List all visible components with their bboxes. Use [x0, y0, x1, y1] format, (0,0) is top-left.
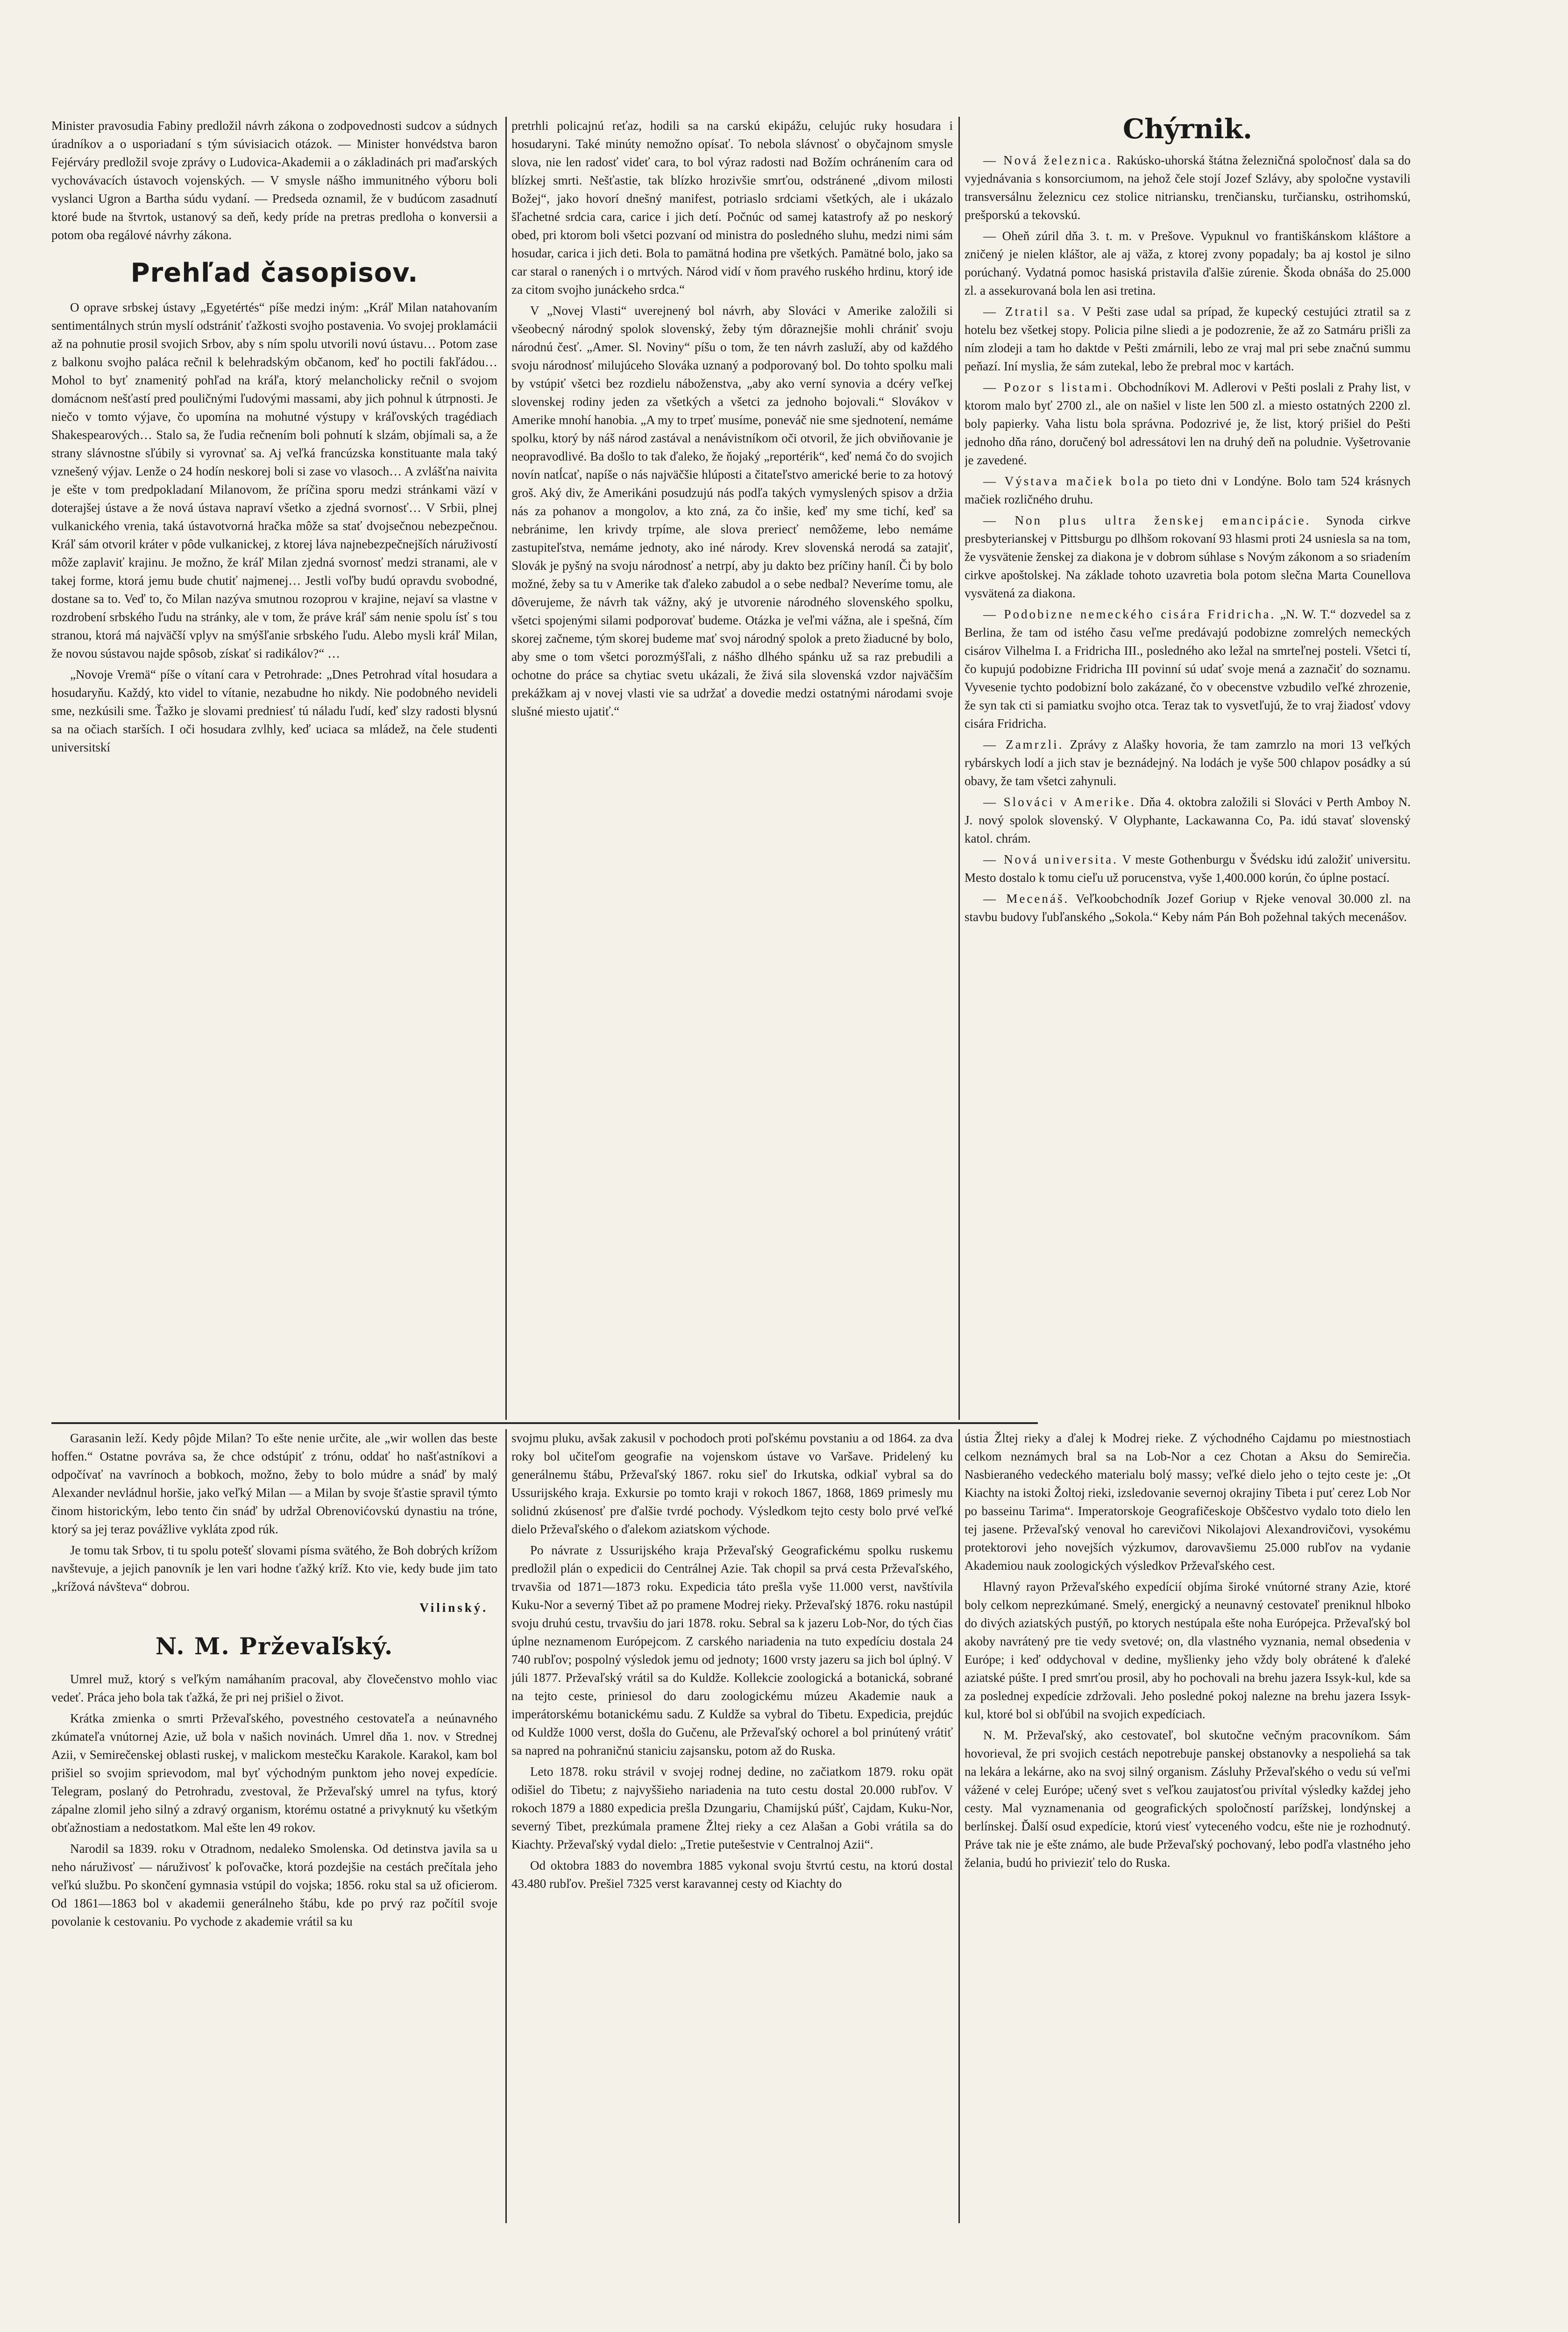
news-item-text: „N. W. T.“ dozvedel sa z Berlina, že tam od istého času veľme predávajú podobizne zomrelých nemeckých cisárov Vilhelma I. a Fridricha III., posledného ako ležal na smrteľnej posteli. Všetci tí, čo kupujú podobizne Fridricha III povinní sú udať svoje mená a zaznačiť do soznamu. Vyvesenie tychto podobizní bolo zakázané, čo v obecenstve vzbudilo veľké zhrozenie, že syn tak cti si pamiatku svojho otca. Teraz tak to vysvetľujú, že to vraj žiadosť vdovy cisára Fridricha. — [965, 607, 1411, 730]
news-item — [965, 605, 1411, 733]
srbska-ustava-article: O oprave srbskej ústavy „Egyetértés“ píše medzi iným: „Kráľ Milan natahovaním sentimentálnych strún myslí odstrániť ťažkosti svojho postavenia. Vo svojej proklamácii až na pohnutie prosil svojich Srbov, aby s ním spolu utvorili novú ústavu… Potom zase z balkonu svojho paláca rečnil k belehradským občanom, keď ho poctili fakľádou… Mohol to byť znamenitý pohľad na kráľa, ktorý melancholicky rečnil o svojom domácnom nešťastí pred pouličnými ľudovými massami, aby jich pohnul k útrpnosti. Je niečo v tomto výjave, čo upomína na mohutné výstupy v kráľovských tragédiach Shakespearových… Stalo sa, že ľudia rečnením boli pohnutí k slzám, objímali sa, a že strany slávnostne sľúbily si vyrovnať sa. Aj veľká francúzska konstituante mala taký vznešený výjav. Lenže o 24 hodín neskorej boli si zase vo vlasoch… A zvlášťna naivita je ešte v tom predpokladaní Milanovom, že príčina sporu medzi stránkami väzí v doterajšej ústave a že nová ústava napraví všetko a zjedná svornosť… V Srbii, plnej vulkanického vrenia, taká ústavotvorná hračka môže sa stať dvojsečnou nebezpečnou. Kráľ sám otvoril kráter v pôde vulkanickej, z ktorej láva najnebezpečnejších náruživostí môže zaplaviť krajinu. Je možno, že kráľ Milan zjedná svornosť medzi stranami, ale v takej forme, ktorá jemu bude chutiť najmenej… Jestli voľby budú opravdu svobodné, dostane sa to. Veď to, čo Milan nazýva smutnou rozoprou v krajine, nejaví sa vlastne v rozdrobení srbského ľudu na stránky, ale v tom, že práve kráľ sám nenie spolu ísť s tou stranou, ktorá má najväčší vplyv na smýšľanie srbského ľudu. Alebo mysli kráľ Milan, že novou sústavou najde spôsob, získať si radikálov?“ … — [51, 300, 497, 660]
parliament-report: Minister pravosudia Fabiny predložil návrh zákona o zodpovednosti sudcov a súdnych úradníkov a o usporiadaní s tým súvisiacich otázok. — Minister honvédstva baron Fejérváry predložil svoje zprávy o Ludovica-Akademii a o základinách pri maďarských vychovávacích ústavoch vojenských. — V smysle nášho immunitného výboru boli vyslanci Ugron a Bartha súdu vydaní. — Predseda oznamil, že v budúcom zasadnutí ktoré bude na štvrtok, ustanový sa deň, kedy príde na pretras predloha o konversii a potom oba regálové návrhy zákona. — [51, 119, 497, 242]
section-title-prehlad: Prehľad časopisov. — [130, 258, 419, 288]
news-item-text: V Pešti zase udal sa prípad, že kupecký cestujúci ztratil sa z hotelu bez všetkej stopy. Policia pilne sliedi a je podozrenie, že až zo Satmáru prišli za ním zlodeji a tam ho daktde v Pešti zmárnili, lebo ze vraj mal pri sebe značnú summu peňazí. Iní myslia, že sám zutekal, lebo že prebral moc v kartách. — [965, 305, 1411, 373]
column-right-top — [965, 112, 1411, 1420]
news-item — [965, 378, 1411, 469]
obituary-paragraph: Leto 1878. roku strávil v svojej rodnej dedine, no začiatkom 1879. roku opät odišiel do Tibetu; z najvyššieho nariadenia na tuto cestu dostal 20.000 rubľov. V rokoch 1879 a 1880 expedicia prešla Dzungariu, Chamijskú púšť, Cajdam, Kuku-Nor, severný Tibet, prezkúmala pramene Žltej rieky a cez Alašan a Gobi vrátila sa do Kiachty. Prževaľský vydal dielo: „Tretie putešestvie v Centralnoj Azii“. — [511, 1765, 953, 1851]
obituary-paragraph: Po návrate z Ussurijského kraja Prževaľský Geografickému spolku ruskemu predložil plán o expedicii do Centrálnej Azie. Tak chopil sa prvá cesta Prževaľského, trvavšia od 1871—1873 roku. Expedicia táto prešla vyše 11.000 verst, navštívila Kuku-Nor a severný Tibet až po pramene Modrej rieky. Prževaľský 1876. roku nastúpil svoju druhú cestu, trvavšiu do jari 1878. roku. Sebral sa k jazeru Lob-Nor, do tých čias úplne neznamenom Európejcom. Z carského nariadenia na tuto expedíciu dostala 24 740 rubľov; pospolný výsledok jemu od jednoty; 1600 vrsty jazeru sa jich bol úplný. V júli 1877. Prževaľský vrátil sa do Kuldže. Kollekcie zoologická a botanická, sobrané na tejto ceste, priniesol do daru zoologickému múzeu Akademie nauk a imperátorskému botanickému sadu. Z Kuldže sa vybral do Tibetu. Expedicia, prejdúc od Kuldže 1000 verst, došla do Gučenu, ale Prževaľský ochorel a bol prinútený vrátiť sa napred na pohraničnú staniciu zajsansku, potom až do Ruska. — [511, 1543, 953, 1758]
obituary-paragraph: ústia Žltej rieky a ďalej k Modrej rieke. Z východného Cajdamu po miestnostiach celkom neznámych bral sa na Lob-Nor a cez Chotan a Aksu do Semirečia. Nasbieraného vedeckého materialu bolý massy; veľké dielo jeho o tejto ceste je: „Ot Kiachty na istoki Žoltoj rieki, izsledovanie severnoj okrajiny Tibeta i puť cerez Lob Nor po basseinu Tarima“. Imperatorskoje Geografičeskoje Obščestvo vydalo toto dielo len tej jasene. Prževaľský venoval ho carevičovi Nikolajovi Alexandrovičovi, vysokému protektorovi jeho novejších výzkumov, darovavšiemu 25.000 rubľov na vydanie Akademiou nauk zoologických výsledkov Prževaľského cest. — [965, 1431, 1411, 1573]
news-item-text: V meste Gothenburgu v Švédsku idú založiť universitu. Mesto dostalo k tomu cieľu už porucenstva, vyše 1,400.000 korún, čo úplne postací. — [965, 852, 1411, 885]
column-middle-bottom — [511, 1429, 953, 2223]
obituary-paragraph: Umrel muž, ktorý s veľkým namáhaním pracoval, aby človečenstvo mohlo viac vedeť. Práca jeho bola tak ťažká, že pri nej prišiel o život. — [51, 1672, 497, 1704]
column-right-bottom — [965, 1429, 1411, 2223]
garasanin-article: Garasanin leží. Kedy pôjde Milan? To ešte nenie určite, ale „wir wollen das beste hoffen.“ Ostatne povráva sa, že chce odstúpiť z trónu, oddať ho našťastníkovi a odpočívať na vavrínoch a bobkoch, možno, žeby to bolo múdre a snáď by malý Alexander nevládnul horšie, jako veľký Milan — a Milan by svoje šťastie spravil týmto činom historickým, lebo tento čin snáď by udržal Obrenovićovskú dynastiu na tróne, ktorý sa jej teraz povážlive vykláta zpod rúk. — [51, 1431, 497, 1536]
column-divider-top-1 — [505, 117, 507, 1420]
news-item-text: Vypuknul vo františkánskom kláštore a zničený je nielen kláštor, ale aj väža, z ktorej zvony popadaly; ba aj kostol je silno porúchaný. Vydatná pomoc hasiská pristavila ďalšie zúrenie. Škoda obnáša do 25.000 zl. a assekurovaná bola len asi tretina. — [965, 229, 1411, 298]
news-item — [965, 151, 1411, 224]
news-item — [965, 227, 1411, 300]
section-title-chyrnik: Chýrnik. — [1122, 113, 1253, 145]
news-item-head: — Non plus ultra ženskej emancipácie. — [983, 513, 1311, 527]
news-item-head: — Nová universita. — [983, 852, 1118, 866]
news-item — [965, 851, 1411, 887]
news-item-head: — Oheň zúril dňa 3. t. m. v Prešove. — [983, 229, 1194, 243]
news-item-head: — Zamrzli. — [983, 737, 1064, 751]
nova-vlast-article: V „Novej Vlasti“ uverejnený bol návrh, aby Slováci v Amerike založili si všeobecný národný spolok slovenský, žeby tým dôraznejšie mohli chrániť svoju národnú česť. „Amer. Sl. Noviny“ píšu o tom, že ten návrh zasluží, aby od každého svoju národnosť milujúceho Slováka uznaný a podporovaný bol. Do tohto spolku mali by vstúpiť všetci bez rozdielu náboženstva, „aby ako verní synovia a dcéry veľkej slovenskej rodiny jeden za všetkých a všetci za jednoho bojovali.“ Slovákov v Amerike mnohí hanobia. „A my to trpeť musíme, poneváč nie sme sjednotení, nemáme spolku, ktorý by náš národ zastával a nenávistníkom oči otvoril, že jich obviňovanie je neopravodlivé. Ba došlo to tak ďaleko, že ňojaký „reportérik“, keď nemá čo do svojich novín natĺcať, napíše o nás najväčšie hlúposti a čitateľstvo americké berie to za hotový groš. Aký div, že Amerikáni posudzujú nás podľa takých vymyslených spisov a držia nás za pohanov a mongolov, a kto zná, za čo inšie, keď my sme tichí, keď sa nebránime, len krivdy trpíme, ale slova preriecť nemôžeme, lebo nemáme zastupiteľstva, nemáme jednoty, ako iné národy. Krev slovenská nerodá sa zatajiť, Slovák je pyšný na svoju národnosť a netrpí, aby ju dakto bez príčiny haníl. Či by bolo možné, žeby sa tu v Amerike tak ďaleko zabudol a o sebe nedbal? Neveríme tomu, ale dôverujeme, že návrh tak vážny, aký je utvorenie národného slovenského spolku, všetci spojenými silami podporovať budeme. Otázka je veľmi vážna, ale i spešná, čím skorej začneme, tým skorej budeme mať svoj národný spolok a preto žiaducné by bolo, aby sme o tom všetci porozmýšľali, z nášho dlhého spánku už sa raz prebudili a ochotne do práce sa chytiac svetu ukázali, že živá sila slovenská vzdor najväčším prekážkam aj v novej vlasti vie sa udržať a dovedie medzi ostatnými národami svoje slušné miesto ujatiť.“ — [511, 304, 953, 718]
news-item-text: Dňa 4. oktobra založili si Slováci v Perth Amboy N. J. nový spolok slovenský. V Olyphante, Lackawanna Co, Pa. idú stavať slovenský katol. chrám. — [965, 795, 1411, 845]
news-item — [965, 736, 1411, 790]
obituary-paragraph: N. M. Prževaľský, ako cestovateľ, bol skutočne večným pracovníkom. Sám hovorieval, že pri svojich cestách nepotrebuje panskej obstanovky a nespoliehá sa tak na lekára a lekárne, ako na svoj silný organism. Zásluhy Prževaľského o vedu sú veľmi vážené v celej Európe; učený svet s veľkou zaujatosťou privítal výsledky každej jeho cesty. Mal vyznamenania od geografických spoločností parížskej, londýnskej a berlínskej. Ďalší osud expedície, ktorú viesť vyteceného vodcu, ešte nie je rozhodnutý. Práve tak nie je ešte známo, ale bude Prževaľský pochovaný, lebo podľa vlastného jeho želania, budú ho privieziť telo do Ruska. — [965, 1728, 1411, 1870]
news-item-text: po tieto dni v Londýne. Bolo tam 524 krásnych mačiek rozličného druhu. — [965, 474, 1411, 506]
news-item-text: Zprávy z Alašky hovoria, že tam zamrzlo na mori 13 veľkých rybárskych lodí a jich stav je beznádejný. Na lodách je vyše 500 chlapov posádky a sú obavy, že tam všetci zahynuli. — [965, 737, 1411, 788]
obituary-paragraph: svojmu pluku, avšak zakusil v pochodoch proti poľskému povstaniu a od 1864. za dva roky bol učiteľom geografie na vojenskom ústave vo Varšave. Pridelený ku generálnemu štábu, Prževaľský 1867. roku sieľ do Irkutska, odkiaľ vybral sa do Ussurijského kraja. Exkursie po tomto kraji v rokoch 1867, 1868, 1869 primesly mu solidnú zkúsenosť pre ďalšie tvrdé pochody. Výsledkom tejto cesty bolo prvé veľké dielo Prževaľského o ďalekom aziatskom východe. — [511, 1431, 953, 1536]
column-divider-bottom-2 — [958, 1429, 960, 2223]
obituary-paragraph: Hlavný rayon Prževaľského expedícií objíma široké vnútorné strany Azie, ktoré boly celkom neprezkúmané. Smelý, energický a neunavný cestovateľ preniknul hlboko do divých aziatských pustýň, po ktorych nestúpala ešte noha Európejca. Prževaľský bol akoby navrátený pre tie vedy svetové; on, dla vlastného vyznania, nemal obsedenia v Európe; i keď oddychoval v dedine, myšlienky jeho vždy boly obrátené k ďaleké aziatské púšte. I pred smrťou prosil, aby ho pochovali na brehu jazera Issyk-kul, kde sa za poslednej expedície zdržovali. Jeho posledné pokoj nalezne na brehu jazera Issyk-kul, ktoré bol si obľúbil na svojich expedíciach. — [965, 1580, 1411, 1721]
obituary-title: N. M. Prževaľský. — [155, 1632, 394, 1660]
obituary-paragraph: Od oktobra 1883 do novembra 1885 vykonal svoju štvrtú cestu, na ktorú dostal 43.480 rubľov. Prešiel 7325 verst karavannej cesty od Kiachty do — [511, 1858, 953, 1891]
news-item — [965, 511, 1411, 602]
news-item — [965, 793, 1411, 848]
column-divider-bottom-1 — [505, 1429, 507, 2223]
vitanie-cara-continued: pretrhli policajnú reťaz, hodili sa na carskú ekipážu, celujúc ruky hosudara i hosudaryni. Také minúty nemožno opísať. To nebola slávnosť o obyčajnom smysle slova, nie len radosť videť cara, to bol výraz radosti nad Božím ochránením cara od blízkej smrti. Nešťastie, tak blízko hrozivšie smrťou, odstránené „divom milosti Božej“, jako hovorí dnešný manifest, potriaslo srdciami všetkých, ale i ukázalo šľachetné srdcia cara, carice i jich detí. Počnúc od samej katastrofy až po neskorý obed, pri ktorom boli všetci pozvaní od ministra do posledného sluhu, medzi nimi sám hosudar, carica i jich deti. Bola to pamätná hodina pre všetkých. Pamätné bolo, jako sa car staral o ranených i o mrtvých. Národ vidí v ňom pravého ruského hrdinu, ktorý ide za citom svojho junáckeho srdca.“ — [511, 119, 953, 297]
news-item — [965, 303, 1411, 376]
news-item-head: — Ztratil sa. — [983, 305, 1077, 319]
news-item-head: — Výstava mačiek bola — [983, 474, 1150, 488]
news-item-head: — Mecenáš. — [983, 892, 1070, 906]
news-item-head: — Slováci v Amerike. — [983, 795, 1136, 809]
news-item-text: Synoda cirkve presbyterianskej v Pittsburgu po dlhšom rokovaní 93 hlasmi proti 24 usniesla sa na tom, že vysvätenie ženskej za diakona je v dobrom súhlase s Novým zákonom a so sriadením cirkve apoštolskej. Na základe tohoto uzavretia bola potom slečna Marta Counellova vysvätená za diakona. — [965, 513, 1411, 600]
news-item-head: — Podobizne nemeckého cisára Fridricha. — [983, 607, 1276, 621]
horizontal-divider — [51, 1422, 1038, 1424]
column-middle-top — [511, 117, 953, 1420]
news-item-text: Obchodníkovi M. Adlerovi v Pešti poslali z Prahy list, v ktorom malo byť 2700 zl., ale on našiel v liste len 500 zl. a miesto ostatných 2200 zl. boly papierky. Vaha listu bola správna. Podozrivé je, že list, ktorý prišiel do Pešti jednoho dňa ráno, doručený bol adressátovi len na druhý deň na poludnie. Vyšetrovanie je zavedené. — [965, 380, 1411, 467]
column-left-bottom — [51, 1429, 497, 2223]
author-signature: Vilinský. — [419, 1601, 488, 1615]
news-item-head: — Nová železnica. — [983, 153, 1113, 167]
news-item-text: Rakúsko-uhorská štátna železničná spoločnosť dala sa do vyjednávania s konsorciumom, na jehož čele stojí Jozef Szlávy, aby spoločne vystavili transversálnu železnicu cez stolice nitriansku, trenčiansku, turčiansku, ostrihomskú, prešporskú a tekovskú. — [965, 153, 1411, 222]
news-item — [965, 890, 1411, 926]
column-divider-top-2 — [958, 117, 960, 1420]
news-item-head: — Pozor s listami. — [983, 380, 1114, 394]
obituary-paragraph: Narodil sa 1839. roku v Otradnom, nedaleko Smolenska. Od detinstva javila sa u neho náruživosť — náruživosť k poľovačke, ktorá pozdejšie na cestách prečítala jeho veľkú službu. Po skončení gymnasia vstúpil do vojska; 1856. roku stal sa už oficierom. Od 1861—1863 bol v akademii generálneho štábu, kde po prvý raz počítil svoje povolanie k cestovaniu. Po vychode z akademie vrátil sa ku — [51, 1842, 497, 1928]
news-item-text: Veľkoobchodník Jozef Goriup v Rjeke venoval 30.000 zl. na stavbu budovy ľubľanského „Sokola.“ Keby nám Pán Boh požehnal takých mecenášov. — [965, 892, 1411, 924]
column-left-top — [51, 117, 497, 1420]
garasanin-article-end: Je tomu tak Srbov, ti tu spolu potešť slovami písma svätého, že Boh dobrých krížom navštevuje, a jejich panovník je len vari hodne ťažký kríž. Kto vie, kedy bude jim tato „krížová návšteva“ dobrou. — [51, 1543, 497, 1594]
vitanie-cara-article: „Novoje Vremä“ píše o vítaní cara v Petrohrade: „Dnes Petrohrad vítal hosudara a hosudaryňu. Každý, kto videl to vítanie, nezabudne ho nikdy. Nie podobného nevideli sme, nezkúsili sme. Ťažko je slovami predniesť tú náladu ľudí, keď slzy radosti blysnú sa na očiach starších. I oči hosudara zvlhly, keď uciaca sa mládež, na čele studenti universitskí — [51, 667, 497, 754]
obituary-paragraph: Krátka zmienka o smrti Prževaľského, povestného cestovateľa a neúnavného zkúmateľa vnútornej Azie, už bola v našich novinách. Umrel dňa 1. nov. v Strednej Azii, v Semirečenskej oblasti ruskej, v malickom mestečku Karakole. Karakol, kam bol prišiel so svojim sprievodom, mal byť východným punktom jeho novej expedície. Telegram, poslaný do Petrohradu, zvestoval, že Prževaľský umrel na tyfus, ktorý zápalne zlomil jeho silný a zdravý organism, ktorému ostatné a privyknutý ku všetkým obťažnostiam a nedostatkom. Mal ešte len 49 rokov. — [51, 1711, 497, 1835]
news-item — [965, 472, 1411, 509]
